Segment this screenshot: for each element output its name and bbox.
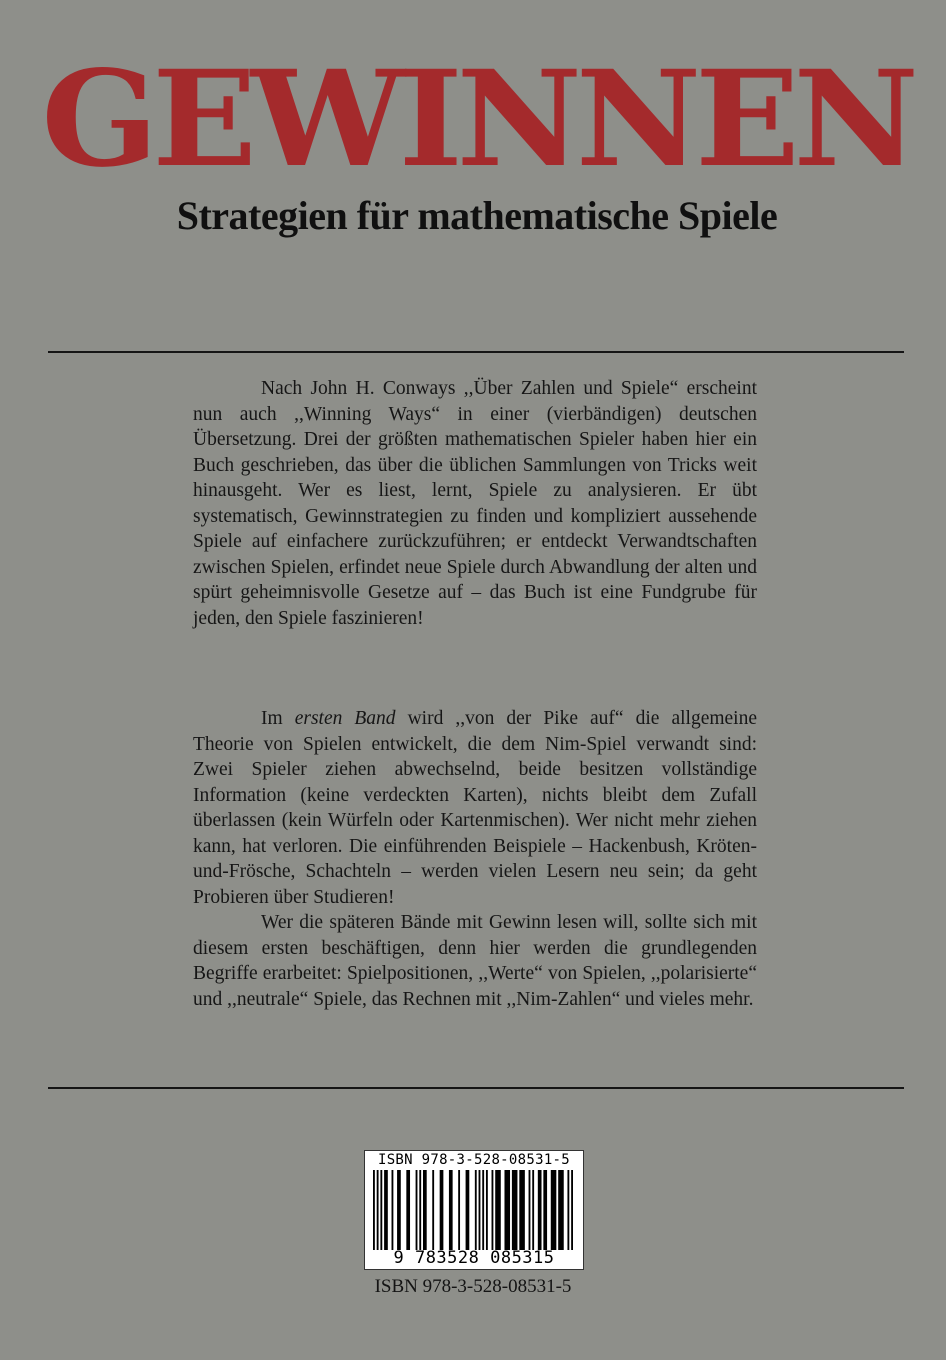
blurb-paragraph-3: Wer die späteren Bände mit Gewinn lesen will, sollte sich mit diesem ersten beschäftigen, denn hier werden die grundlegenden Begriffe erarbeitet: Spielpositionen, ,,Werte“ von Spielen, ,,polarisierte“ und ,,neutrale“ Spiele, das Rechnen mit ,,Nim-Zahlen“ und vieles mehr. — [193, 912, 757, 1010]
book-title: GEWINNEN — [41, 42, 913, 197]
barcode-bar — [458, 1170, 460, 1250]
barcode-bar — [492, 1170, 494, 1250]
barcode-bar — [406, 1170, 410, 1250]
barcode-bar — [440, 1170, 444, 1250]
barcode-bar — [392, 1170, 394, 1250]
barcode-bar — [486, 1170, 488, 1250]
barcode-bar — [495, 1170, 501, 1250]
blurb-section-2 — [193, 706, 757, 1012]
barcode-bar — [479, 1170, 481, 1250]
paragraph-2-emphasis: ersten Band — [294, 708, 396, 729]
barcode — [364, 1150, 584, 1270]
barcode-bar — [416, 1170, 418, 1250]
barcode-bar — [529, 1170, 531, 1250]
barcode-bar — [419, 1170, 421, 1250]
barcode-bar — [504, 1170, 510, 1250]
barcode-bar — [449, 1170, 453, 1250]
barcode-bar — [475, 1170, 477, 1250]
barcode-bar — [551, 1170, 557, 1250]
barcode-bar — [543, 1170, 547, 1250]
barcode-bar — [373, 1170, 375, 1250]
barcode-bar — [519, 1170, 525, 1250]
barcode-bar — [558, 1170, 564, 1250]
blurb-section-1 — [193, 376, 757, 631]
barcode-bar — [571, 1170, 573, 1250]
barcode-isbn-label: ISBN 978-3-528-08531-5 — [377, 1152, 571, 1168]
top-divider — [48, 351, 904, 353]
barcode-bar — [380, 1170, 382, 1250]
barcode-bar — [397, 1170, 401, 1250]
barcode-bar — [532, 1170, 534, 1250]
isbn-text: ISBN 978-3-528-08531-5 — [374, 1276, 572, 1297]
barcode-bar — [567, 1170, 569, 1250]
barcode-bar — [482, 1170, 484, 1250]
barcode-bar — [538, 1170, 542, 1250]
blurb-paragraph-2 — [193, 706, 757, 910]
book-subtitle: Strategien für mathematische Spiele — [176, 193, 778, 238]
barcode-bar — [512, 1170, 518, 1250]
barcode-bars — [373, 1170, 573, 1250]
paragraph-2-rest: wird ,,von der Pike auf“ die allgemeine Theorie von Spielen entwickelt, die dem Nim-Spiel verwandt sind: Zwei Spieler ziehen abwechselnd, beide besitzen vollständige Information (keine verdeckten Karten), nichts bleibt dem Zufall überlassen (kein Würfeln oder Kartenmischen). Wer nicht mehr ziehen kann, hat verloren. Die einführenden Beispiele – Hackenbush, Kröten-und-Frösche, Schachteln – werden vielen Lesern neu sein; da geht Probieren über Studieren! — [193, 708, 757, 908]
blurb-paragraph-1: Nach John H. Conways ,,Über Zahlen und Spiele“ erscheint nun auch ,,Winning Ways“ in einer (vierbändigen) deutschen Übersetzung. Drei der größten mathematischen Spieler haben hier ein Buch geschrieben, das über die üblichen Sammlungen von Tricks weit hinausgeht. Wer es liest, lernt, Spiele zu analysieren. Er übt systematisch, Gewinnstrategien zu finden und kompliziert aussehende Spiele auf einfachere zurückzuführen; er entdeckt Verwandtschaften zwischen Spielen, erfindet neue Spiele durch Abwandlung der alten und spürt geheimnisvolle Gesetze auf – das Buch ist eine Fundgrube für jeden, den Spiele faszinieren! — [193, 378, 757, 629]
barcode-bar — [466, 1170, 470, 1250]
barcode-bar — [432, 1170, 434, 1250]
bottom-divider — [48, 1087, 904, 1089]
barcode-digits: 9 783528 085315 — [393, 1248, 555, 1268]
barcode-bar — [423, 1170, 427, 1250]
barcode-bar — [384, 1170, 388, 1250]
paragraph-2-lead: Im — [261, 708, 283, 729]
barcode-bar — [377, 1170, 379, 1250]
